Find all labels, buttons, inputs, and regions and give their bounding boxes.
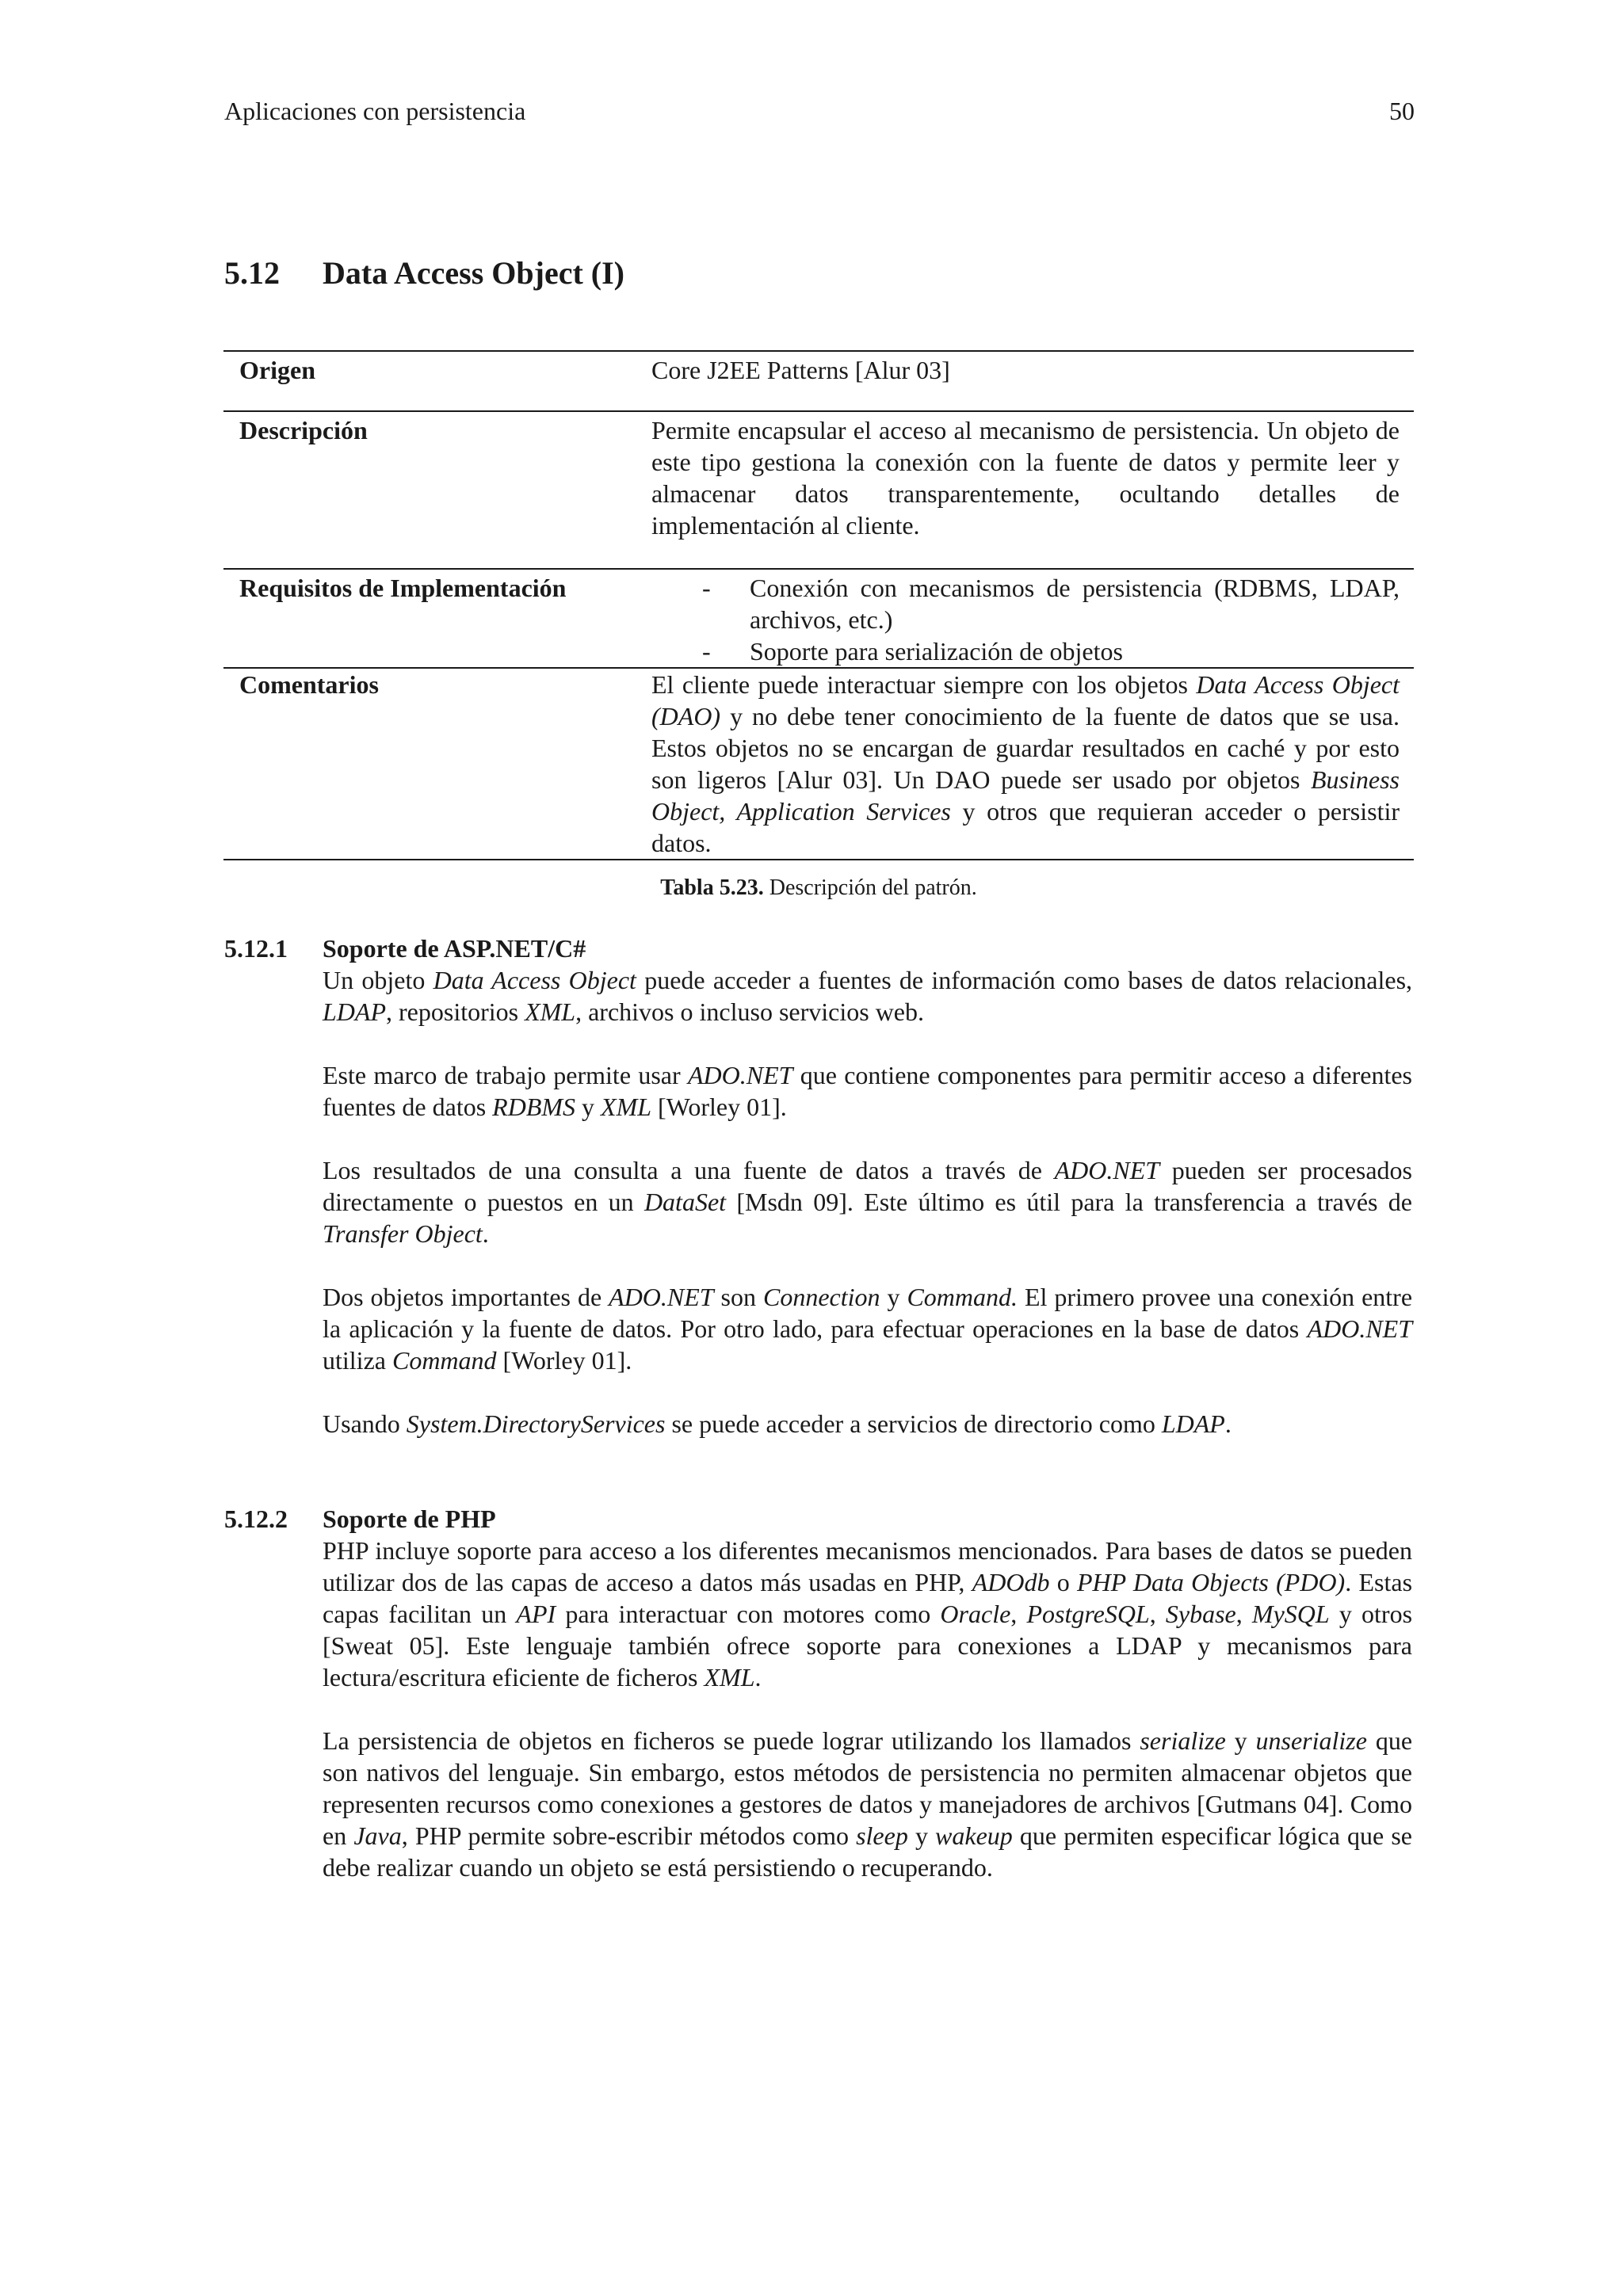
paragraph: Un objeto Data Access Object puede acceder a fuentes de información como bases de datos relacionales, LDAP, repositorios XML, archivos o incluso servicios web. <box>323 966 1413 1026</box>
requirements-list <box>651 572 1400 667</box>
dash-bullet: - <box>702 637 711 666</box>
subsection-heading <box>224 1503 496 1535</box>
paragraph: PHP incluye soporte para acceso a los diferentes mecanismos mencionados. Para bases de datos se pueden utilizar dos de las capas de acceso a datos más usadas en PHP, ADOdb o PHP Data Objects (PDO). Estas capas facilitan un API para interactuar con motores como Oracle, PostgreSQL, Sybase, MySQL y otros [Sweat 05]. Este lenguaje también ofrece soporte para conexiones a LDAP y mecanismos para lectura/escritura eficiente de ficheros XML. <box>323 1536 1413 1691</box>
table-row <box>223 411 1414 569</box>
row-label-comentarios: Comentarios <box>223 668 651 860</box>
table-caption <box>223 874 1414 902</box>
caption-label: Tabla 5.23. <box>660 875 764 900</box>
row-label-requisitos: Requisitos de Implementación <box>223 569 651 668</box>
subsection-heading <box>224 933 586 964</box>
row-value-descripcion: Permite encapsular el acceso al mecanismo de persistencia. Un objeto de este tipo gestiona la conexión con la fuente de datos y permite leer y almacenar datos transparentemente, ocultando detalles de implementación al cliente. <box>651 411 1414 569</box>
running-title: Aplicaciones con persistencia <box>224 97 526 125</box>
list-item: - Conexión con mecanismos de persistencia (RDBMS, LDAP, archivos, etc.) <box>702 574 1400 634</box>
row-value-comentarios: El cliente puede interactuar siempre con los objetos Data Access Object (DAO) y no debe tener conocimiento de la fuente de datos que se usa. Estos objetos no se encargan de guardar resultados en caché y por esto son ligeros [Alur 03]. Un DAO puede ser usado por objetos Business Object, Application Services y otros que requieran acceder o persistir datos. <box>651 668 1414 860</box>
list-item: - Soporte para serialización de objetos <box>702 637 1123 666</box>
subsection-number: 5.12.1 <box>224 934 288 963</box>
subsection-title: Soporte de ASP.NET/C# <box>323 934 586 963</box>
paragraph: Este marco de trabajo permite usar ADO.NET que contiene componentes para permitir acceso a diferentes fuentes de datos RDBMS y XML [Worley 01]. <box>323 1061 1413 1121</box>
pattern-description-table <box>223 350 1414 860</box>
paragraph: La persistencia de objetos en ficheros se puede lograr utilizando los llamados serialize y unserialize que son nativos del lenguaje. Sin embargo, estos métodos de persistencia no permiten almacenar objetos que representen recursos como conexiones a gestores de datos y manejadores de archivos [Gutmans 04]. Como en Java, PHP permite sobre-escribir métodos como sleep y wakeup que permiten especificar lógica que se debe realizar cuando un objeto se está persistiendo o recuperando. <box>323 1726 1413 1882</box>
section-number: 5.12 <box>224 255 280 291</box>
table-row <box>223 569 1414 668</box>
paragraph: Usando System.DirectoryServices se puede acceder a servicios de directorio como LDAP. <box>323 1409 1232 1438</box>
table-row <box>223 668 1414 860</box>
row-label-descripcion: Descripción <box>223 411 651 569</box>
table-row <box>223 351 1414 411</box>
paragraph: Los resultados de una consulta a una fuente de datos a través de ADO.NET pueden ser procesados directamente o puestos en un DataSet [Msdn 09]. Este último es útil para la transferencia a través de Transfer Object. <box>323 1156 1413 1248</box>
paragraph: Dos objetos importantes de ADO.NET son Connection y Command. El primero provee una conexión entre la aplicación y la fuente de datos. Por otro lado, para efectuar operaciones en la base de datos ADO.NET utiliza Command [Worley 01]. <box>323 1283 1413 1375</box>
section-title: Data Access Object (I) <box>323 255 624 291</box>
page-number: 50 <box>1389 97 1415 125</box>
subsection-number: 5.12.2 <box>224 1505 288 1533</box>
section-heading <box>224 254 624 293</box>
row-value-requisitos <box>651 569 1414 668</box>
caption-text: Descripción del patrón. <box>763 875 977 900</box>
dash-bullet: - <box>702 574 711 602</box>
row-value-origen: Core J2EE Patterns [Alur 03] <box>651 351 1414 411</box>
row-label-origen: Origen <box>223 351 651 411</box>
subsection-title: Soporte de PHP <box>323 1505 496 1533</box>
